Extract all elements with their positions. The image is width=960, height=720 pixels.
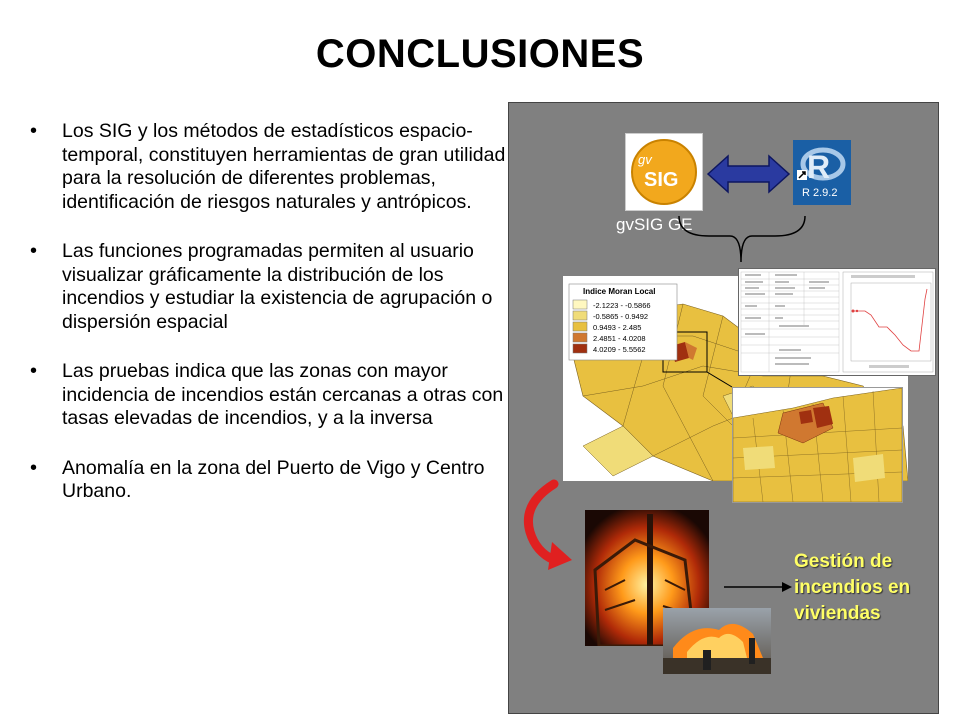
legend-label: -0.5865 - 0.9492 [593,312,649,321]
legend-title: Indice Moran Local [583,287,656,296]
r-logo [793,140,851,205]
bullet-item [28,360,506,431]
bullet-item [28,457,506,504]
legend-swatch [573,333,587,342]
legend-label: -2.1223 - -0.5866 [593,301,651,310]
legend-swatch [573,300,587,309]
firefighters-photo [663,608,771,674]
double-arrow-icon [706,152,791,196]
bullet-item [28,240,506,334]
legend-swatch [573,311,587,320]
bullet-text: Los SIG y los métodos de estadísticos espacio-temporal, constituyen herramientas de gran utilidad para la resolución de diferentes problemas, identificación de riesgos naturales y antrópicos. [62,120,506,213]
bullet-text: Anomalía en la zona del Puerto de Vigo y Centro Urbano. [62,456,485,502]
legend-label: 0.9493 - 2.485 [593,323,642,332]
legend-label: 4.0209 - 5.5562 [593,345,646,354]
software-caption: gvSIG GE [616,215,693,234]
page-title: CONCLUSIONES [315,32,645,76]
legend-items [573,300,651,354]
bullet-icon: • [30,360,38,382]
svg-text:gv: gv [638,152,652,167]
legend-label: 2.4851 - 4.0208 [593,334,646,343]
svg-text:SIG: SIG [644,169,679,191]
bullet-text: Las funciones programadas permiten al usuario visualizar gráficamente la distribución de los incendios y estudiar la existencia de agrupación o dispersión espacial [62,240,493,333]
fire-management-label: Gestión de incendios en viviendas [794,551,911,624]
curved-arrow-icon [514,474,584,574]
legend-swatch [573,344,587,353]
r-output-window [738,268,936,376]
bullet-icon: • [30,240,38,262]
bullet-icon: • [30,456,38,479]
bullet-list [28,120,506,530]
arrow-right-icon [722,580,794,594]
brace-connector [675,212,810,268]
bullet-text: Las pruebas indica que las zonas con mayor incidencia de incendios están cercanas a otras con tasas elevadas de incendios, y a la inversa [62,360,504,429]
bullet-icon: • [30,120,38,142]
r-logo-letter: R [807,149,831,185]
legend-swatch [573,322,587,331]
r-version-label: R 2.9.2 [802,187,838,199]
zoom-inset-map [732,387,903,503]
gvsig-logo [625,133,703,211]
bullet-item [28,120,506,214]
